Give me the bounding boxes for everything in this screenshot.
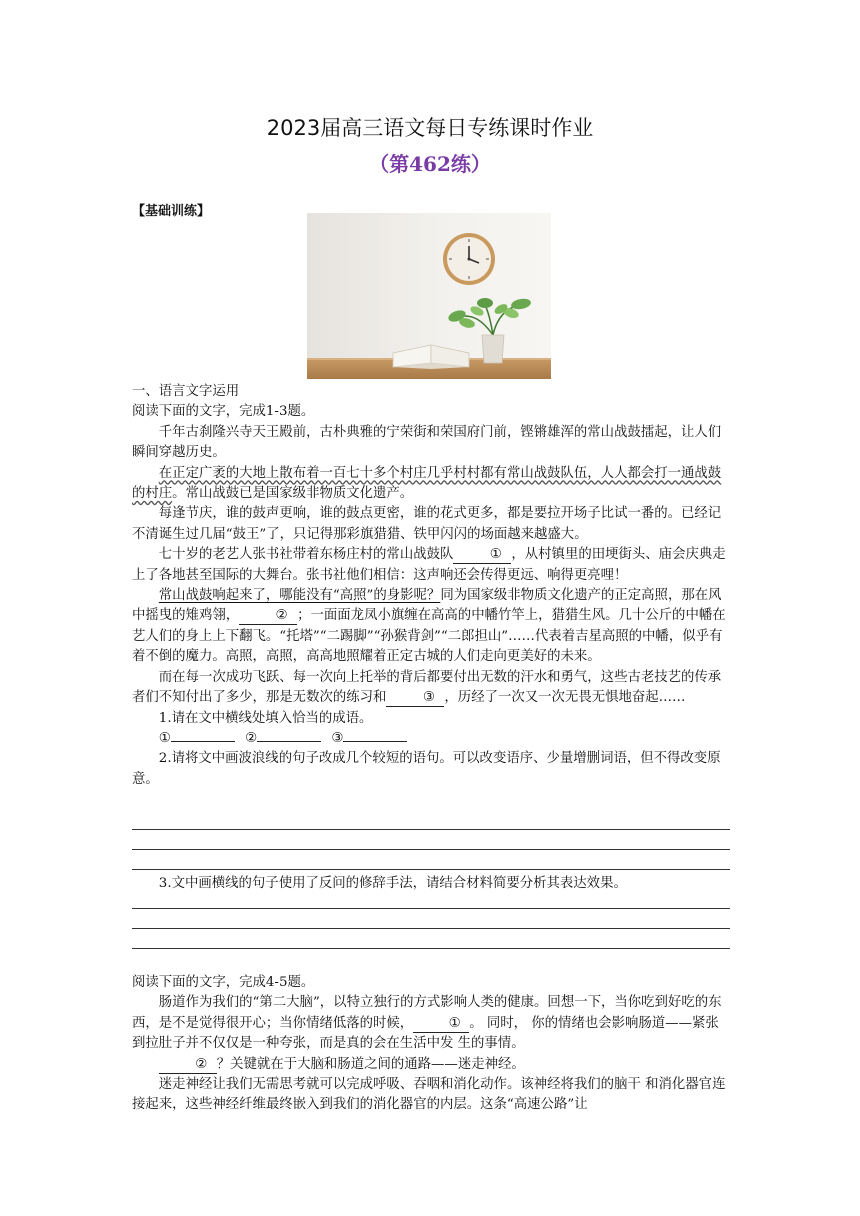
part1-paragraph-4 — [132, 545, 730, 586]
part2-paragraph-1 — [132, 993, 730, 1054]
paragraph-4-start: 七十岁的老艺人张书社带着东杨庄村的常山战鼓队 — [158, 547, 454, 563]
page-title: 2023届高三语文每日专练课时作业 — [266, 116, 594, 140]
answer-label-1: ① — [158, 730, 171, 746]
answer-label-2: ② — [245, 730, 258, 746]
underlined-sentence: 常山战鼓响起来了，哪能没有“高照”的身影呢？ — [158, 588, 441, 604]
answer-line[interactable] — [132, 948, 730, 949]
answer-label-3: ③ — [331, 730, 344, 746]
part2-paragraph-3: 迷走神经让我们无需思考就可以完成呼吸、吞咽和消化动作。该神经将我们的脑干 和消化器官连接起来，这些神经纤维最终嵌入到我们的消化器官的内层。这条“高速公路”让 — [132, 1077, 726, 1113]
answer-line[interactable] — [132, 869, 730, 870]
answer-line[interactable] — [132, 829, 730, 830]
part2-paragraph-2 — [132, 1055, 730, 1075]
answer-line[interactable] — [132, 928, 730, 929]
answer-line[interactable] — [132, 849, 730, 850]
paragraph-5-end: ；一面面龙凤小旗缠在高高的中幡竹竿上，猎猎生风。几十公斤的中幡在艺人们的身上上下翻飞。“托塔”“二踢脚”“孙猴背剑”“二郎担山”……代表着吉星高照的中幡，似乎有着不倒的魔力。高照，高照，高高地照耀着正定古城的人们走向更美好的未来。 — [132, 608, 726, 665]
paragraph-4-end: ，从村镇里的田埂街头、庙会庆典走上了各地甚至国际的大舞台。张书社他们相信：这声响还会传得更远、响得更亮哩！ — [132, 547, 726, 583]
question-3: 3.文中画横线的句子使用了反问的修辞手法，请结合材料简要分析其表达效果。 — [158, 876, 627, 891]
blank-2[interactable]: ② — [239, 607, 297, 625]
paragraph-6-end: ，历经了一次又一次无畏无惧地奋起…… — [444, 690, 686, 706]
part1-paragraph-1: 千年古刹隆兴寺天王殿前，古朴典雅的宁荣街和荣国府门前，铿锵雄浑的常山战鼓擂起，让人们瞬间穿越历史。 — [132, 424, 722, 461]
clock-plant-photo — [307, 213, 551, 379]
part1-paragraph-3: 每逢节庆，谁的鼓声更响，谁的鼓点更密，谁的花式更多，都是要拉开场子比试一番的。已经记不清诞生过几届“鼓王”了，只记得那彩旗猎猎、铁甲闪闪的场面越来越盛大。 — [132, 506, 722, 542]
part1-paragraph-2 — [132, 464, 730, 505]
blank-3[interactable]: ③ — [386, 689, 444, 707]
paragraph-2-rest: 。常山战鼓已是国家级非物质文化遗产。 — [172, 486, 414, 502]
paragraph-5-start: 同为国家级非物质文化遗产的正定高照，那在风中摇曳的雉鸡翎， — [132, 588, 722, 624]
answer-field-1[interactable] — [171, 741, 235, 742]
part2-paragraph-1-start: 肠道作为我们的“第二大脑”，以特立独行的方式影响人类的健康。回想一下，当你吃到好吃的东西，是不是觉得很开心；当你情绪低落的时候， — [132, 995, 722, 1031]
part1-paragraph-6 — [132, 668, 730, 709]
answer-field-3[interactable] — [343, 741, 407, 742]
blank-1[interactable]: ① — [453, 546, 511, 564]
wavy-underlined-sentence: 在正定广袤的大地上散布着一百七十多个村庄几乎村村都有常山战鼓队伍，人人都会打一通战鼓的村庄 — [132, 465, 722, 502]
page-subtitle: （第462练） — [369, 152, 491, 176]
paragraph-6-start: 而在每一次成功飞跃、每一次向上托举的背后都要付出无数的汗水和勇气，这些古老技艺的传承者们不知付出了多少，那是无数次的练习和 — [132, 669, 722, 706]
part1-instruction: 阅读下面的文字，完成1-3题。 — [132, 404, 315, 420]
section-label: 【基础训练】 — [132, 204, 211, 219]
answer-field-2[interactable] — [257, 741, 321, 742]
part1-heading: 一、语言文字运用 — [132, 384, 240, 399]
part2-instruction: 阅读下面的文字，完成4-5题。 — [132, 975, 315, 990]
answer-line[interactable] — [132, 908, 730, 909]
part2-paragraph-2-end: ？关键就在于大脑和肠道之间的通路——迷走神经。 — [216, 1056, 525, 1072]
question-2: 2.请将文中画波浪线的句子改成几个较短的语句。可以改变语序、少量增删词语，但不得改变原意。 — [132, 751, 721, 787]
part1-paragraph-5 — [132, 586, 730, 668]
question-1: 1.请在文中横线处填入恰当的成语。 — [158, 710, 373, 726]
part2-paragraph-1-end: 。 同时， 你的情绪也会影响肠道——紧张到拉肚子并不仅仅是一种夸张，而是真的会在生活中发 生的事情。 — [132, 1015, 719, 1052]
clock-icon — [443, 233, 495, 285]
part2-passage — [132, 973, 730, 1116]
blank-2[interactable]: ② — [159, 1056, 217, 1074]
blank-1[interactable]: ① — [413, 1015, 469, 1033]
part1-passage — [132, 382, 730, 790]
question-1-answers — [132, 729, 730, 749]
question-3-block — [132, 874, 730, 894]
